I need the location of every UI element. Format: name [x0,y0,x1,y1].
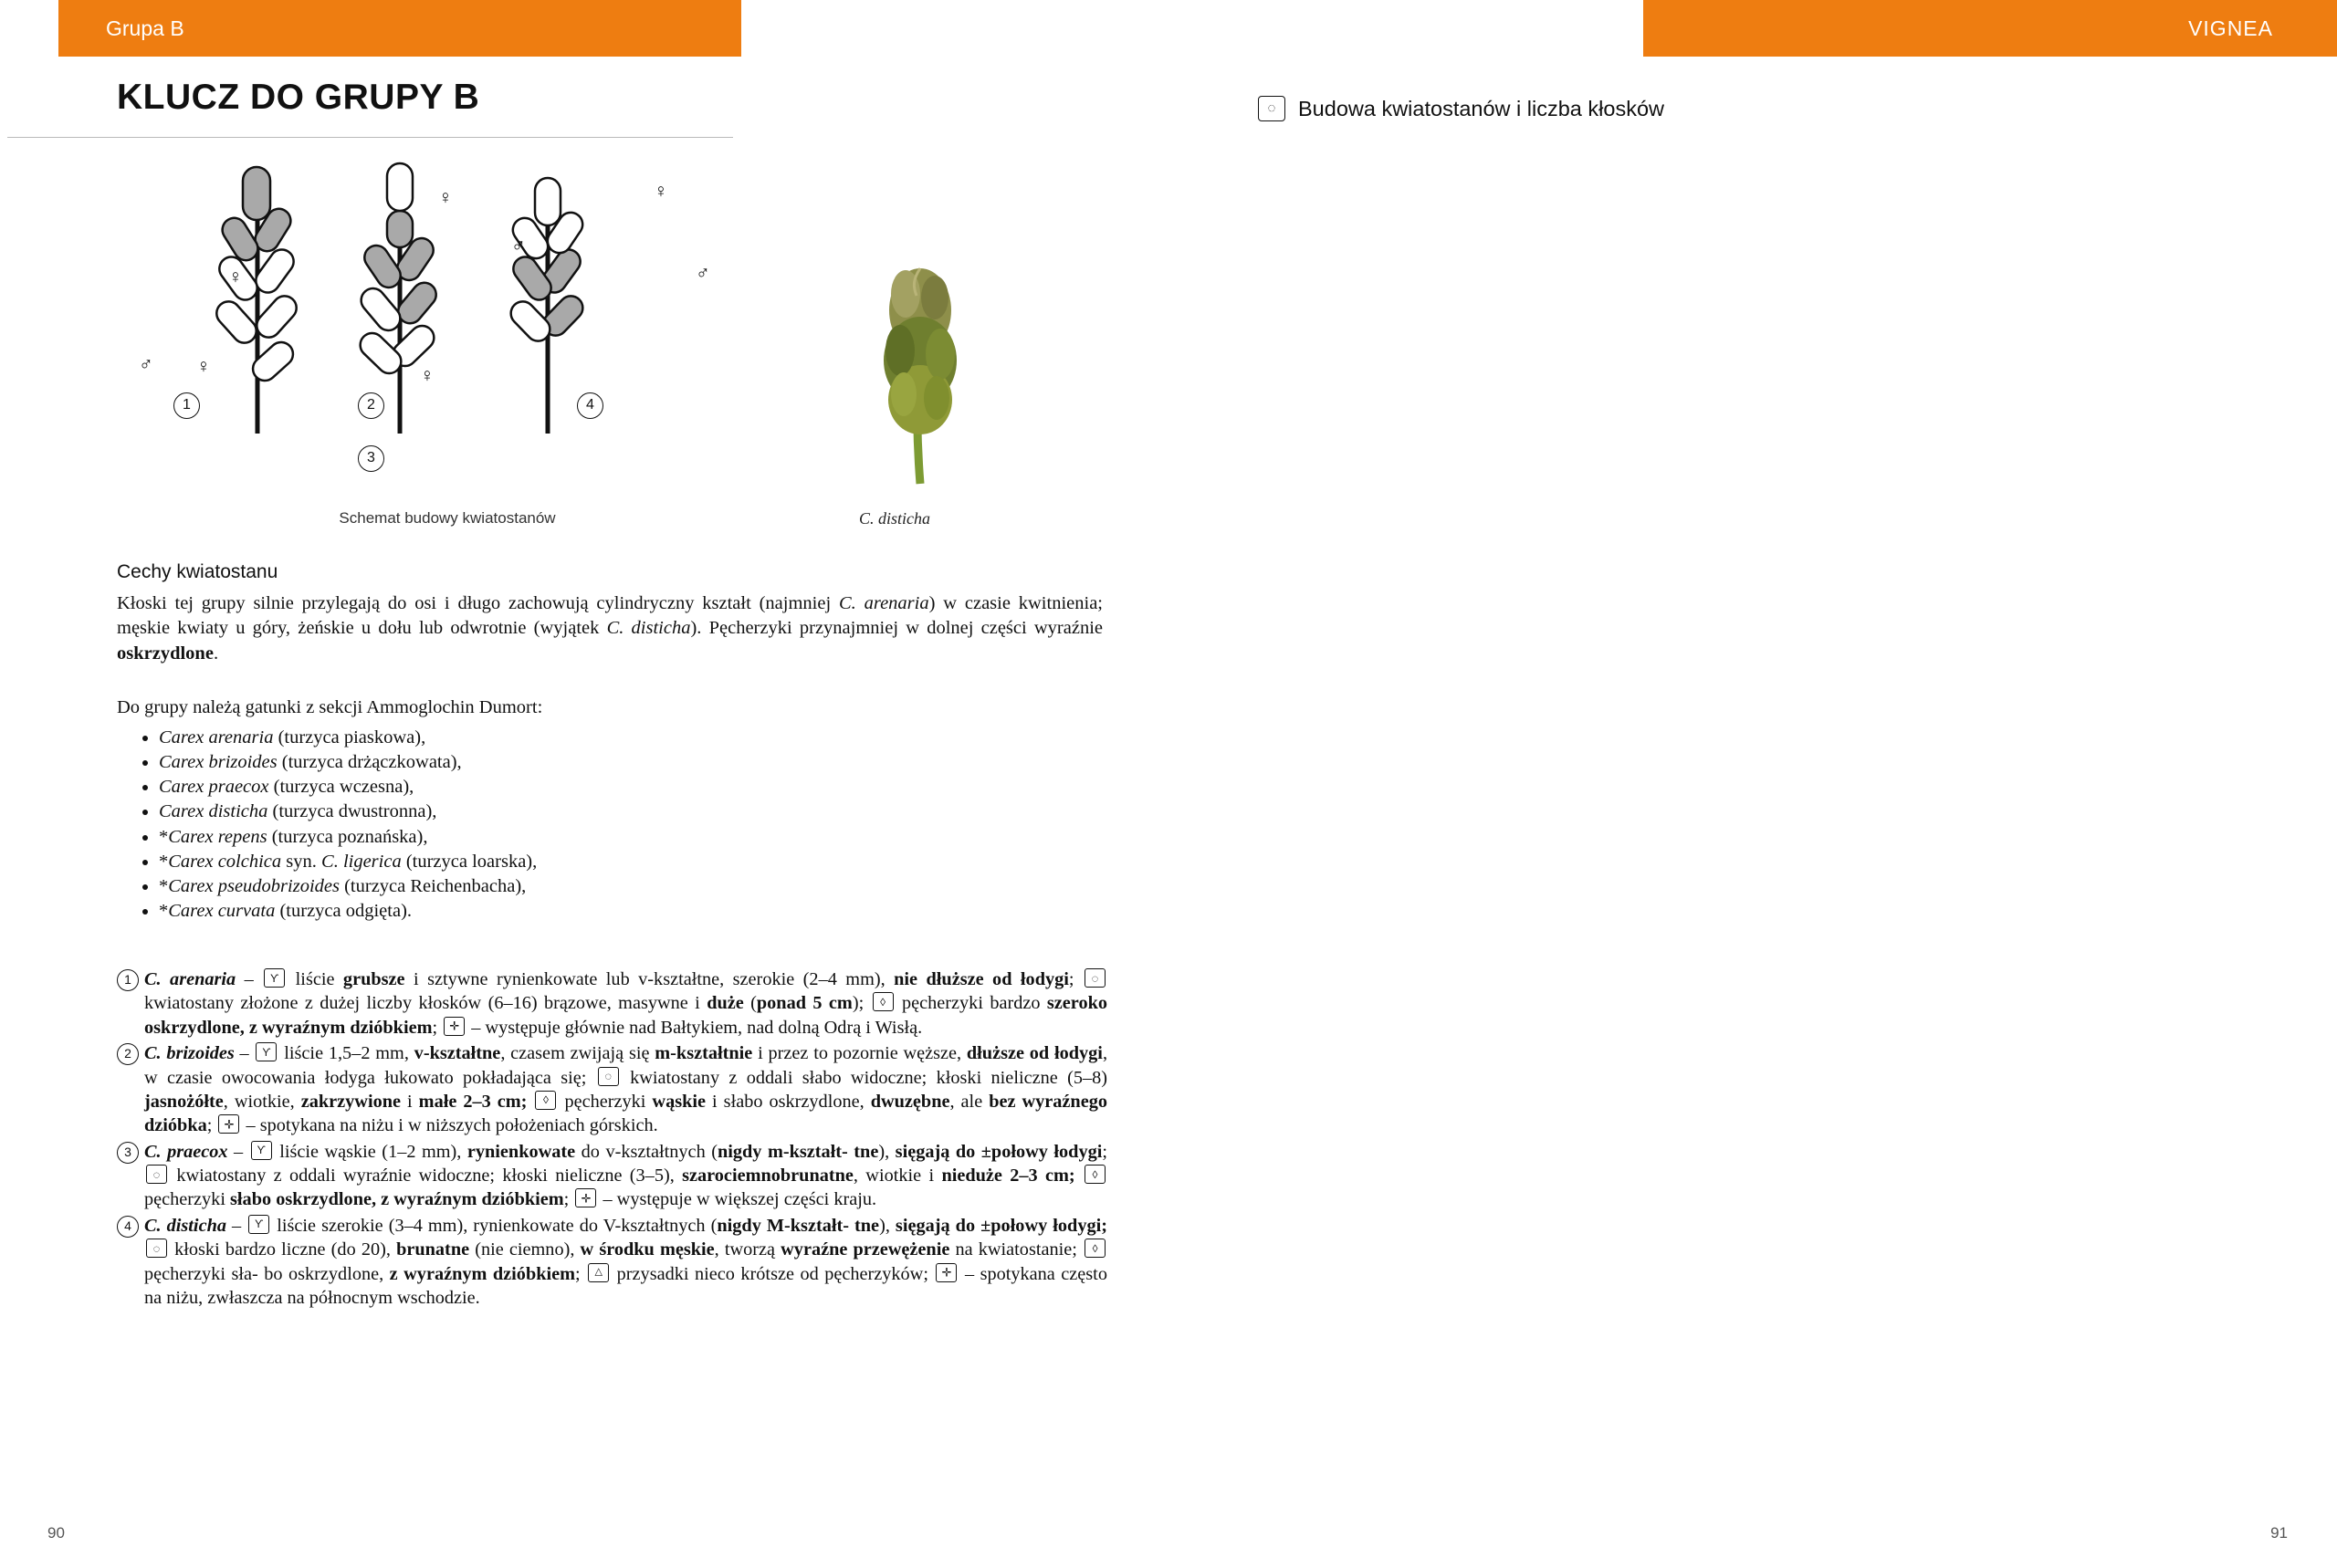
key-number-2: 2 [117,1043,139,1065]
inflorescence-section-icon: ◌ [1258,96,1285,121]
inflorescence-icon [1085,968,1106,988]
schema-symbol-female-1: ♀ [228,267,243,287]
c-disticha-photo [849,256,995,502]
key-number-4: 4 [117,1216,139,1238]
inflorescence-icon [598,1067,619,1086]
key-number-3: 3 [117,1142,139,1164]
key-number-1: 1 [117,969,139,991]
intro-paragraph: Kłoski tej grupy silnie przylegają do osi i długo zachowują cylindryczny kształt (najmniej C. arenaria) w czasie kwitnienia; męskie kwiaty u góry, żeńskie u dołu lub odwrotnie (wyjątek C. disticha). Pęcherzyki przynajmniej w dolnej części wyraźnie oskrzydlone. [117,593,1104,664]
distribution-icon [575,1188,596,1207]
page-title: KLUCZ DO GRUPY B [117,78,480,117]
utricle-icon [535,1091,556,1110]
distribution-icon [936,1263,957,1282]
section-heading-features: Cechy kwiatostanu [117,561,278,582]
list-item: • Carex disticha (turzyca dwustronna), [159,800,1072,824]
distribution-icon [218,1114,239,1134]
key-species-name-1: C. arenaria [144,969,236,989]
distribution-icon [444,1017,465,1036]
schema-symbol-female-1b: ♀ [196,356,211,377]
right-page [1168,0,2337,1568]
list-item: • *Carex pseudobrizoides (turzyca Reichenbacha), [159,874,1072,899]
schema-badge-1: 1 [173,392,200,419]
schema-symbol-male-3: ♂ [696,263,710,284]
schema-symbol-male-1: ♂ [139,354,153,375]
page-number-right: 91 [2270,1524,2288,1542]
schema-badge-4: 4 [577,392,603,419]
utricle-icon [873,992,894,1011]
key-entry-2: 2 C. brizoides – Ƴ liście 1,5–2 mm, v-kształtne, czasem zwijają się m-kształtnie i przez to pozornie węższe, dłuższe od łodygi, w czasie owocowania łodyga łukowato pokładająca się; ◌ kwiatostany z oddali słabo widoczne; kłoski nieliczne (5–8) jasnożółte, wiotkie, zakrzywione i małe 2–3 cm; ◊ pęcherzyki wąskie i słabo oskrzydlone, dwuzębne, ale bez wyraźnego dzióbka; ✛ – spotykana na niżu i w niższych położeniach górskich. [117,1041,1107,1138]
list-item: • Carex arenaria (turzyca piaskowa), [159,726,1072,750]
title-divider [7,137,733,138]
left-page-header [58,0,741,57]
inflorescence-icon [146,1239,167,1258]
utricle-icon [1085,1239,1106,1258]
list-item: • *Carex colchica syn. C. ligerica (turzyca loarska), [159,850,1072,874]
leaf-icon [264,968,285,988]
leaf-icon [251,1141,272,1160]
photo-caption: C. disticha [858,509,930,528]
scale-icon [588,1263,609,1282]
key-species-name-2: C. brizoides [144,1043,235,1064]
schema-symbol-male-2: ♂ [511,235,526,256]
list-item: • Carex brizoides (turzyca drżączkowata), [159,750,1072,775]
schema-caption: Schemat budowy kwiatostanów [339,509,556,527]
leaf-icon [256,1042,277,1061]
group-lead-text: Do grupy należą gatunki z sekcji Ammoglochin Dumort: [117,697,543,717]
left-page [0,0,1168,1568]
key-species-name-3: C. praecox [144,1141,228,1162]
schema-symbol-female-2b: ♀ [420,365,435,386]
species-list [133,726,1072,924]
key-entry-3: 3 C. praecox – Ƴ liście wąskie (1–2 mm), rynienkowate do v-kształtnych (nigdy m-kształt- tne), sięgają do ±połowy łodygi; ◌ kwiatostany z oddali wyraźnie widoczne; kłoski nieliczne (3–5), szarociemnobrunatne, wiotkie i nieduże 2–3 cm; ◊ pęcherzyki słabo oskrzydlone, z wyraźnym dzióbkiem; ✛ – występuje w większej części kraju. [117,1140,1107,1212]
schema-badge-2: 2 [358,392,384,419]
list-item: • *Carex repens (turzyca poznańska), [159,825,1072,850]
right-header-label: VIGNEA [2188,16,2273,40]
right-page-header [1643,0,2337,57]
inflorescence-icon [146,1165,167,1184]
key-entry-1: 1 C. arenaria – Ƴ liście grubsze i sztywne rynienkowate lub v-kształtne, szerokie (2–4 mm), nie dłuższe od łodygi; ◌ kwiatostany złożone z dużej liczby kłosków (6–16) brązowe, masywne i duże (ponad 5 cm); ◊ pęcherzyki bardzo szeroko oskrzydlone, z wyraźnym dzióbkiem; ✛ – występuje głównie nad Bałtykiem, nad dolną Odrą i Wisłą. [117,967,1107,1040]
schema-symbol-female-2: ♀ [438,187,453,208]
left-header-label: Grupa B [106,16,184,40]
list-item: • Carex praecox (turzyca wczesna), [159,775,1072,800]
identification-keys [117,967,1107,1312]
schema-symbol-female-3: ♀ [654,181,668,202]
schema-badge-3: 3 [358,445,384,472]
leaf-icon [248,1215,269,1234]
key-species-name-4: C. disticha [144,1215,226,1236]
list-item: • *Carex curvata (turzyca odgięta). [159,899,1072,924]
page-number-left: 90 [47,1524,65,1542]
inflorescence-section-title: Budowa kwiatostanów i liczba kłosków [1298,97,1664,120]
key-entry-4: 4 C. disticha – Ƴ liście szerokie (3–4 mm), rynienkowate do V-kształtnych (nigdy M-kształt- tne), sięgają do ±połowy łodygi; ◌ kłoski bardzo liczne (do 20), brunatne (nie ciemno), w środku męskie, tworzą wyraźne przewężenie na kwiatostanie; ◊ pęcherzyki sła- bo oskrzydlone, z wyraźnym dzióbkiem; △ przysadki nieco krótsze od pęcherzyków; ✛ – spotykana często na niżu, zwłaszcza na północnym wschodzie. [117,1214,1107,1311]
inflorescence-schema-diagram [173,160,721,507]
utricle-icon [1085,1165,1106,1184]
